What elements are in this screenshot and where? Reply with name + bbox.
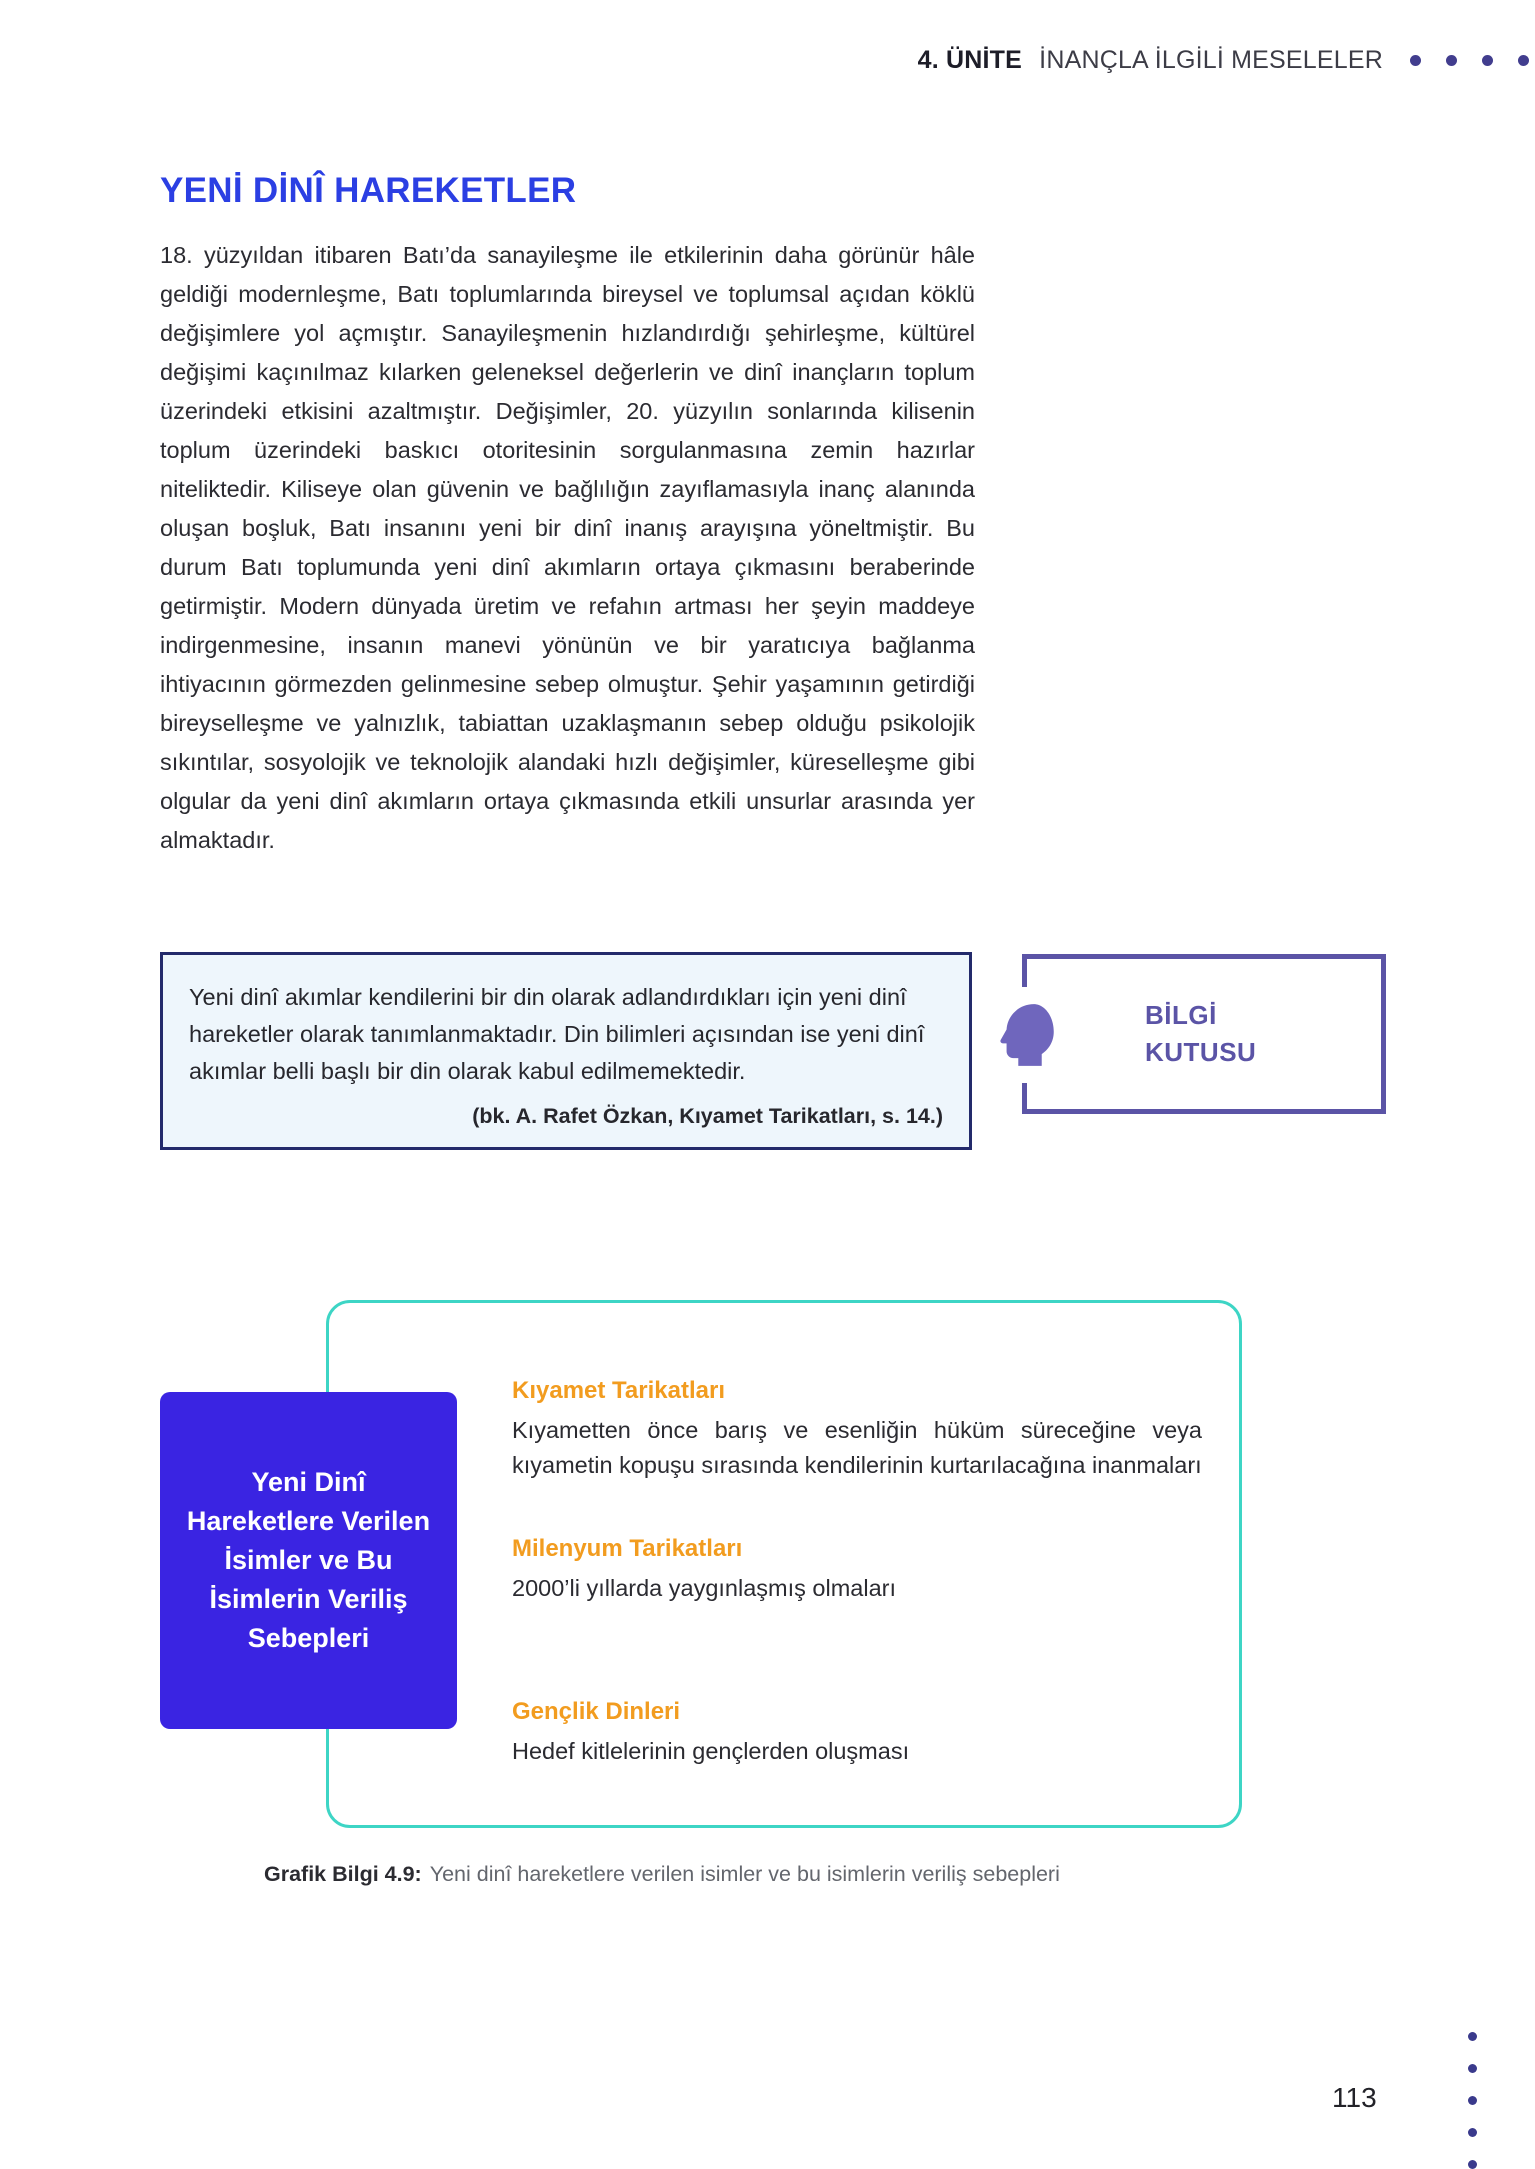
diagram-item-desc: Kıyametten önce barış ve esenliğin hüküm süreceğine veya kıyametin kopuşu sırasında kendilerinin kurtarılacağına inanmaları [512, 1417, 1202, 1478]
diagram-item-desc: Hedef kitlelerinin gençlerden oluşması [512, 1738, 910, 1764]
header-dots-decoration [1410, 55, 1529, 66]
page-title: YENİ DİNÎ HAREKETLER [160, 171, 577, 211]
diagram-side-label: Yeni Dinî Hareketlere Verilen İsimler ve Bu İsimlerin Veriliş Sebepleri [160, 1392, 457, 1729]
diagram-frame [326, 1300, 1242, 1828]
quote-box [160, 952, 972, 1150]
info-box-label-line1: BİLGİ [1145, 1000, 1217, 1030]
caption-text: Yeni dinî hareketlere verilen isimler ve bu isimlerin veriliş sebepleri [429, 1862, 1060, 1886]
dot-icon [1446, 55, 1457, 66]
quote-citation: (bk. A. Rafet Özkan, Kıyamet Tarikatları, s. 14.) [472, 1104, 943, 1128]
diagram-item-title: Kıyamet Tarikatları [512, 1377, 725, 1404]
dot-icon [1468, 2064, 1477, 2073]
unit-number: 4. ÜNİTE [917, 46, 1023, 74]
info-box-label-line2: KUTUSU [1145, 1037, 1257, 1067]
dot-icon [1468, 2096, 1477, 2105]
unit-title: İNANÇLA İLGİLİ MESELELER [1039, 46, 1383, 74]
quote-text: Yeni dinî akımlar kendilerini bir din olarak adlandırdıkları için yeni dinî hareketler olarak tanımlanmaktadır. Din bilimleri açısından ise yeni dinî akımlar belli başlı bir din olarak kabul edilmemektedir. [189, 984, 925, 1084]
diagram-item-title: Gençlik Dinleri [512, 1698, 681, 1725]
dot-icon [1482, 55, 1493, 66]
dot-icon [1518, 55, 1529, 66]
diagram-content [512, 1377, 1202, 1769]
diagram-item [512, 1698, 1202, 1769]
dot-icon [1468, 2032, 1477, 2041]
figure-caption [264, 1862, 1060, 1887]
caption-label: Grafik Bilgi 4.9: [264, 1862, 422, 1886]
info-label-box [1022, 954, 1386, 1114]
info-box-label [1145, 997, 1256, 1071]
dot-icon [1410, 55, 1421, 66]
diagram-item [512, 1535, 1202, 1606]
head-profile-icon [979, 987, 1073, 1083]
unit-header [918, 46, 1383, 75]
body-paragraph: 18. yüzyıldan itibaren Batı’da sanayileşme ile etkilerinin daha görünür hâle geldiği modernleşme, Batı toplumlarında bireysel ve toplumsal açıdan köklü değişimlere yol açmıştır. Sanayileşmenin hızlandırdığı şehirleşme, kültürel değişimi kaçınılmaz kılarken geleneksel değerlerin ve dinî inançların toplum üzerindeki etkisini azaltmıştır. Değişimler, 20. yüzyılın sonlarında kilisenin toplum üzerindeki baskıcı otoritesinin sorgulanmasına zemin hazırlar niteliktedir. Kiliseye olan güvenin ve bağlılığın zayıflamasıyla inanç alanında oluşan boşluk, Batı insanını yeni bir dinî inanış arayışına yöneltmiştir. Bu durum Batı toplumunda yeni dinî akımların ortaya çıkmasını beraberinde getirmiştir. Modern dünyada üretim ve refahın artması her şeyin maddeye indirgenmesine, insanın manevi yönünün ve bir yaratıcıya bağlanma ihtiyacının görmezden gelinmesine sebep olmuştur. Şehir yaşamının getirdiği bireyselleşme ve yalnızlık, tabiattan uzaklaşmanın sebep olduğu psikolojik sıkıntılar, sosyolojik ve teknolojik alandaki hızlı değişimler, küreselleşme gibi olgular da yeni dinî akımların ortaya çıkmasında etkili unsurlar arasında yer almaktadır. [160, 241, 975, 853]
diagram-item-desc: 2000’li yıllarda yaygınlaşmış olmaları [512, 1575, 896, 1601]
diagram-item [512, 1377, 1202, 1483]
footer-dots-decoration [1468, 2032, 1477, 2169]
diagram-item-title: Milenyum Tarikatları [512, 1535, 743, 1562]
dot-icon [1468, 2128, 1477, 2137]
page-number: 113 [1332, 2082, 1377, 2113]
